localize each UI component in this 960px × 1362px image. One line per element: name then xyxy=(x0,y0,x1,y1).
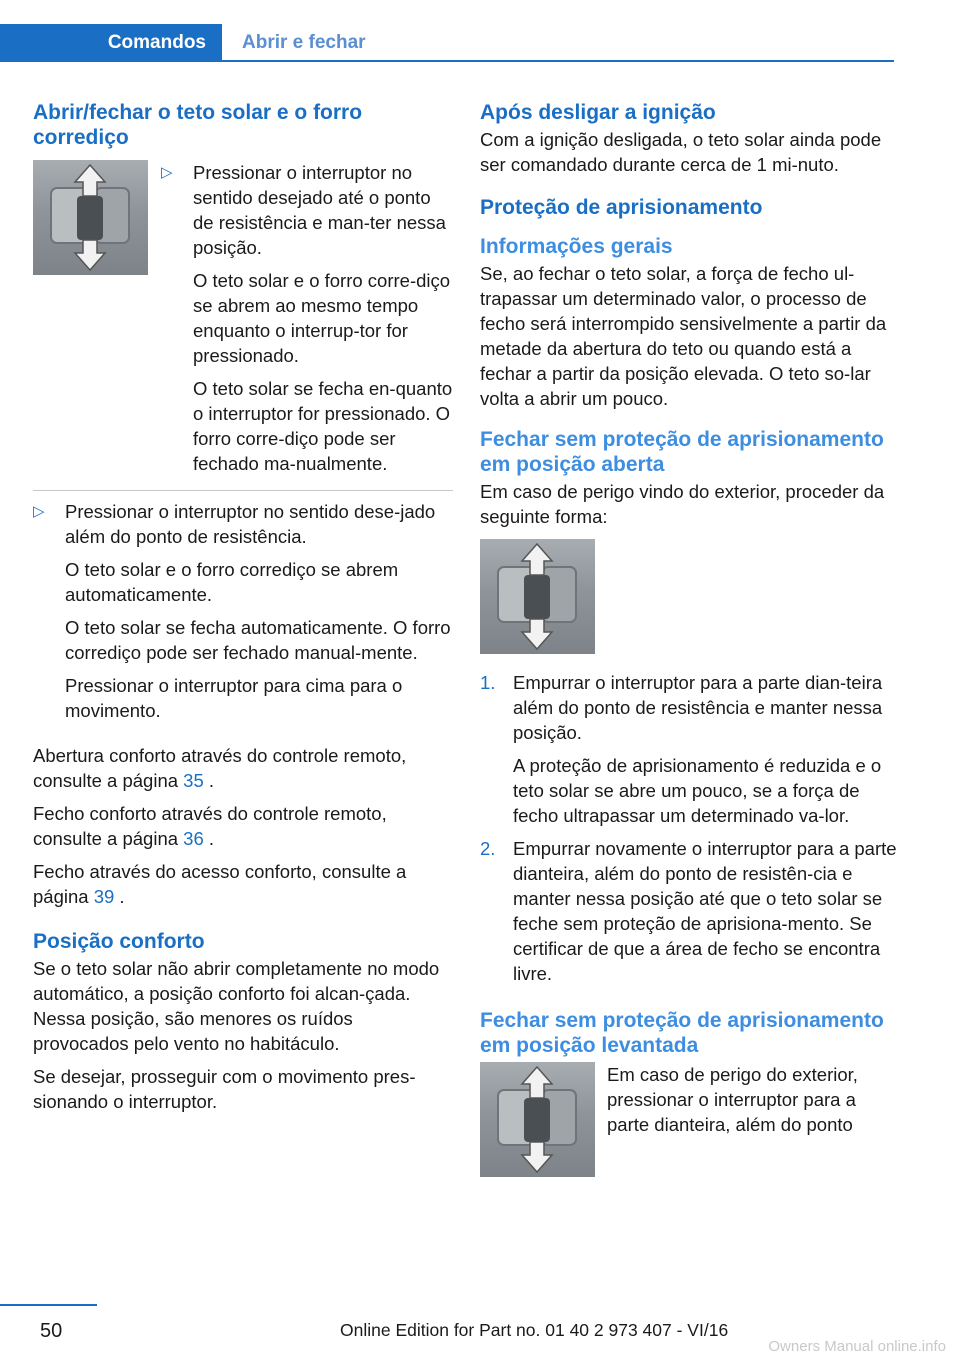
switch-illustration xyxy=(33,160,148,275)
step2-line-1: Empurrar novamente o interruptor para a parte dianteira, além do ponto de resistên-cia e manter nessa posição até que o teto solar se feche sem proteção de aprisiona-mento. Se certificar de que a área de fecho se encontra livre. xyxy=(513,838,897,984)
subsection-title-raised-position: Fechar sem proteção de aprisionamento em posição levantada xyxy=(480,1009,884,1057)
switch-illustration xyxy=(480,1062,595,1177)
open-position-paragraph: Em caso de perigo vindo do exterior, proceder da seguinte forma: xyxy=(480,481,885,527)
section-title-sunroof: Abrir/fechar o teto solar e o forro corrediço xyxy=(33,101,363,149)
ref-comfort-access xyxy=(33,859,453,909)
watermark: Owners Manual online.info xyxy=(768,1338,946,1355)
subsection-title-open-position: Fechar sem proteção de aprisionamento em posição aberta xyxy=(480,428,884,476)
page-link-36[interactable]: 36 xyxy=(183,828,204,849)
ref-comfort-access-text: Fecho através do acesso conforto, consulte a página xyxy=(33,861,407,907)
triangle-right-icon: ▷ xyxy=(161,164,173,181)
bullet1-line-1: Pressionar o interruptor no sentido desejado até o ponto de resistência e man-ter nessa posição. xyxy=(193,162,446,258)
ref-remote-close-end: . xyxy=(208,828,215,849)
step1-line-1: Empurrar o interruptor para a parte dian-teira além do ponto de resistência e manter nessa posição. xyxy=(513,672,883,743)
switch-illustration xyxy=(480,539,595,654)
step-item-1 xyxy=(480,670,898,836)
triangle-right-icon: ▷ xyxy=(33,503,45,520)
bullet1-line-3: O teto solar se fecha en-quanto o interruptor for pressionado. O forro corre-diço pode ser fechado ma-nualmente. xyxy=(193,378,453,474)
bullet1-line-2: O teto solar e o forro corre-diço se abrem ao mesmo tempo enquanto o interrup-tor for pressionado. xyxy=(193,270,451,366)
step-number: 1. xyxy=(480,672,496,693)
section-title-comfort: Posição conforto xyxy=(33,930,205,953)
left-column xyxy=(33,100,453,1122)
section-title-ignition: Após desligar a ignição xyxy=(480,101,716,124)
ref-remote-open-text: Abertura conforto através do controle remoto, consulte a página xyxy=(33,745,407,791)
comfort-paragraph-1: Se o teto solar não abrir completamente no modo automático, a posição conforto foi alcan-çada. Nessa posição, são menores os ruídos provocados pelo vento no habitáculo. xyxy=(33,958,440,1054)
ignition-paragraph: Com a ignição desligada, o teto solar ainda pode ser comandado durante cerca de 1 mi-nuto. xyxy=(480,129,882,175)
bullet2-line-1: Pressionar o interruptor no sentido dese-jado além do ponto de resistência. xyxy=(65,501,436,547)
bullet-item-1 xyxy=(33,160,453,484)
edition-note: Online Edition for Part no. 01 40 2 973 407 - VI/16 xyxy=(340,1320,729,1340)
ref-remote-close-text: Fecho conforto através do controle remoto, consulte a página xyxy=(33,803,387,849)
page-link-35[interactable]: 35 xyxy=(183,770,204,791)
bullet-separator xyxy=(33,490,453,491)
raised-position-block xyxy=(480,1062,898,1177)
header-divider xyxy=(222,60,894,62)
bullet2-line-2: O teto solar e o forro corrediço se abrem automaticamente. xyxy=(65,559,399,605)
header-subsection-tab: Abrir e fechar xyxy=(242,32,366,53)
section-title-protection: Proteção de aprisionamento xyxy=(480,196,763,219)
right-column xyxy=(480,100,898,1177)
header-section-tab: Comandos xyxy=(0,24,222,62)
step1-line-2: A proteção de aprisionamento é reduzida e o teto solar se abre um pouco, se a força de fecho ultrapassar um determinado va-lor. xyxy=(513,755,882,826)
step-item-2 xyxy=(480,836,898,994)
ref-remote-close xyxy=(33,801,453,851)
sunroof-switch-figure xyxy=(480,539,595,654)
general-paragraph: Se, ao fechar o teto solar, a força de fecho ul-trapassar um determinado valor, o processo de fecho será interrompido sensivelmente a partir da metade da abertura do teto ou quando está a fechar a partir da posição elevada. O teto so-lar volta a abrir um pouco. xyxy=(480,263,887,409)
bullet-item-2 xyxy=(33,499,453,731)
sunroof-switch-figure xyxy=(33,160,148,275)
ref-remote-open-end: . xyxy=(208,770,215,791)
raised-position-paragraph: Em caso de perigo do exterior, pressionar o interruptor para a parte dianteira, além do ponto xyxy=(607,1064,858,1135)
step-number: 2. xyxy=(480,838,496,859)
comfort-paragraph-2: Se desejar, prosseguir com o movimento pres-sionando o interruptor. xyxy=(33,1066,416,1112)
page-link-39[interactable]: 39 xyxy=(93,886,115,907)
sunroof-switch-figure xyxy=(480,1062,595,1177)
page-number: 50 xyxy=(40,1320,63,1342)
bullet2-line-4: Pressionar o interruptor para cima para o movimento. xyxy=(65,675,403,721)
bullet2-line-3: O teto solar se fecha automaticamente. O forro corrediço pode ser fechado manual-mente. xyxy=(65,617,451,663)
subsection-title-general: Informações gerais xyxy=(480,235,673,258)
footer-divider xyxy=(0,1304,97,1306)
ref-comfort-access-end: . xyxy=(119,886,125,907)
ref-remote-open xyxy=(33,743,453,793)
